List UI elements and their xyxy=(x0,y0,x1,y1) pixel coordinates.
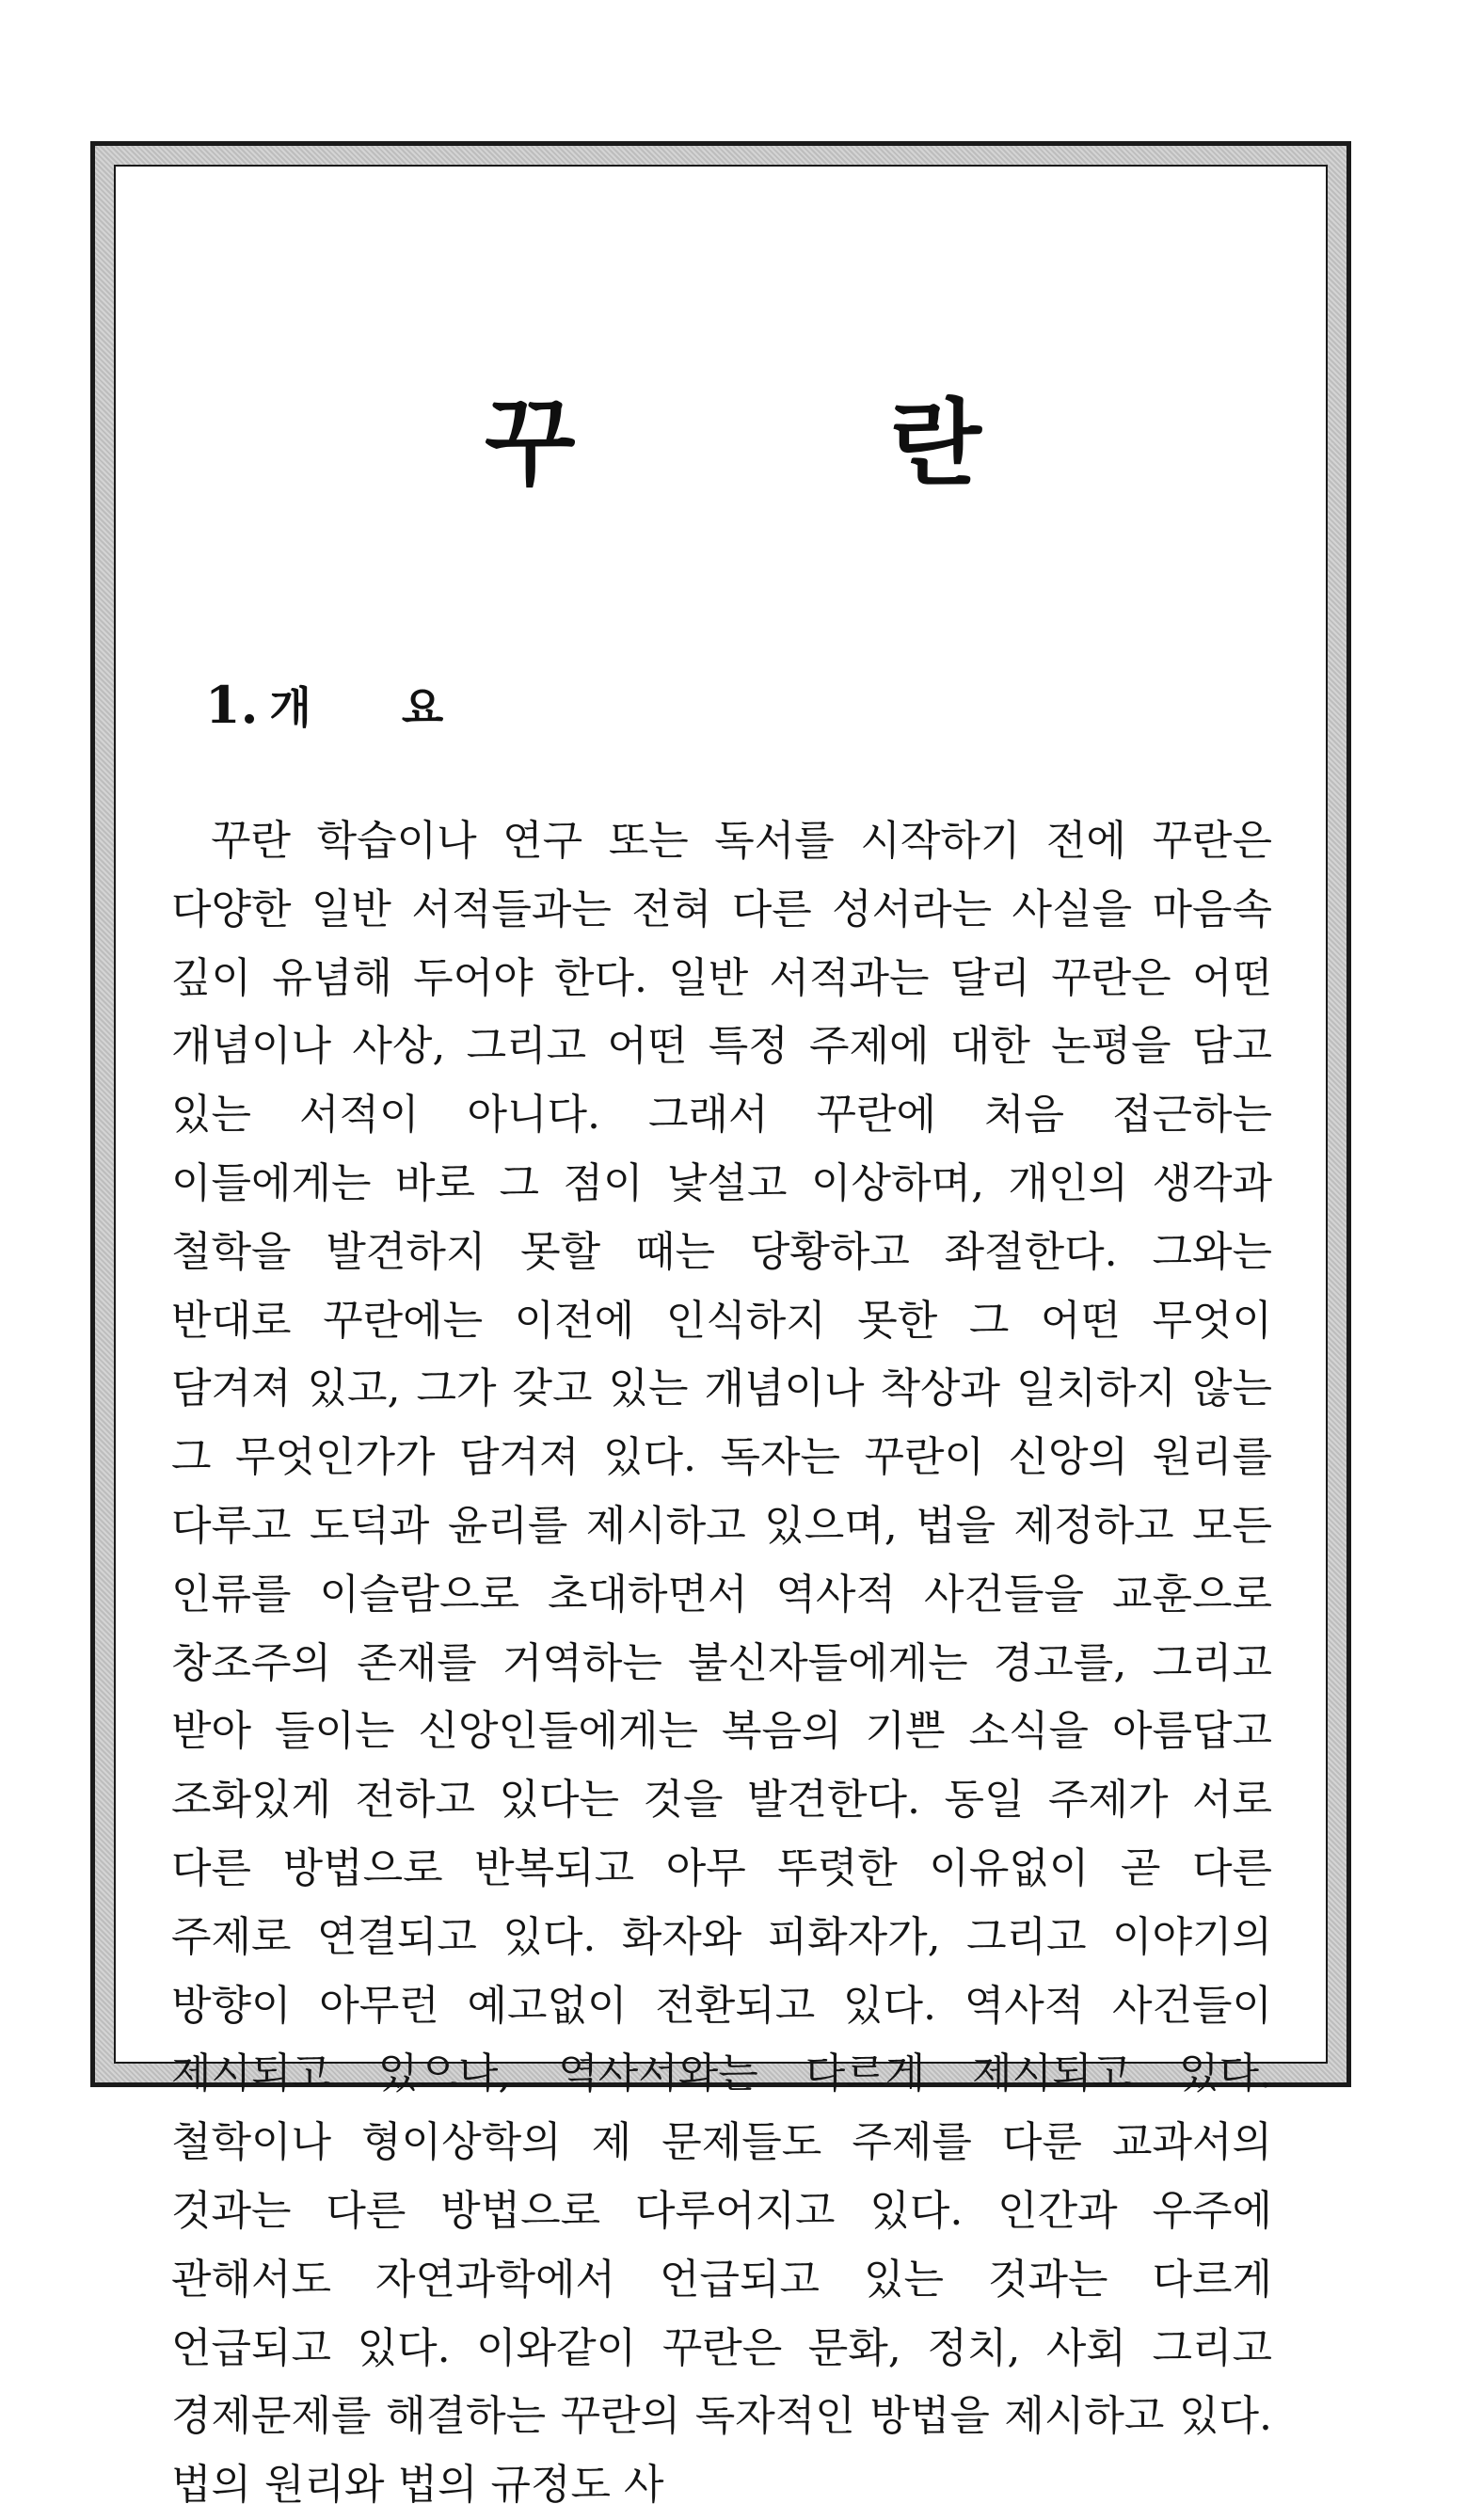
section-heading xyxy=(205,675,482,735)
body-paragraph: 꾸란 학습이나 연구 또는 독서를 시작하기 전에 꾸란은 다양한 일반 서적들과는 전혀 다른 성서라는 사실을 마음속 깊이 유념해 두어야 한다. 일반 서적과는 달리 꾸란은 어떤 개념이나 사상, 그리고 어떤 특정 주제에 대한 논평을 담고 있는 서적이 아니다. 그래서 꾸란에 처음 접근하는 이들에게는 바로 그 점이 낯설고 이상하며, 개인의 생각과 철학을 발견하지 못할 때는 당황하고 좌절한다. 그와는 반대로 꾸란에는 이전에 인식하지 못한 그 어떤 무엇이 담겨져 있고, 그가 갖고 있는 개념이나 착상과 일치하지 않는 그 무엇인가가 담겨져 있다. 독자는 꾸란이 신앙의 원리를 다루고 도덕과 윤리를 제시하고 있으며, 법을 제정하고 모든 인류를 이슬람으로 초대하면서 역사적 사건들을 교훈으로 창조주의 존재를 거역하는 불신자들에게는 경고를, 그리고 받아 들이는 신앙인들에게는 복음의 기쁜 소식을 아름답고 조화있게 전하고 있다는 것을 발견한다. 동일 주제가 서로 다른 방법으로 반복되고 아무 뚜렷한 이유없이 곧 다른 주제로 연결되고 있다. 화자와 피화자가, 그리고 이야기의 방향이 아무런 예고없이 전환되고 있다. 역사적 사건들이 제시되고 있으나, 역사서와는 다르게 제시되고 있다. 철학이나 형이상학의 제 문제들도 주제를 다룬 교과서의 것과는 다른 방법으로 다루어지고 있다. 인간과 우주에 관해서도 자연과학에서 언급되고 있는 것과는 다르게 언급되고 있다. 이와같이 꾸란은 문화, 정치, 사회 그리고 경제문제를 해결하는 꾸란의 독자적인 방법을 제시하고 있다. 법의 원리와 법의 규정도 사 xyxy=(171,817,1272,2510)
section-number: 1. xyxy=(205,675,259,735)
page-title: 꾸 란 xyxy=(484,389,1123,499)
section-title: 개 요 xyxy=(269,682,482,733)
